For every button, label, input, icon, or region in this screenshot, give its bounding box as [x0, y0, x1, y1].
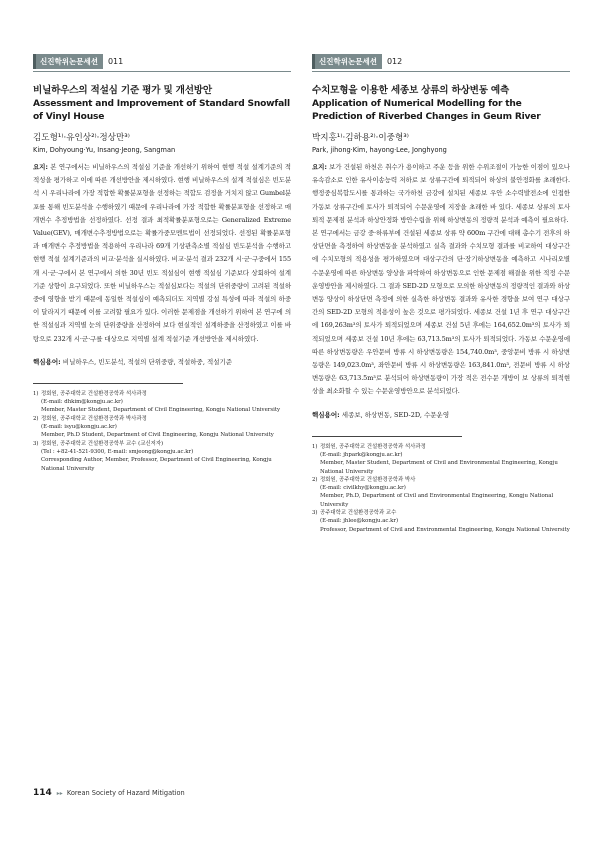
paper-number: 012: [386, 57, 403, 66]
footnote-number: 2): [312, 476, 318, 483]
footnote: [33, 440, 291, 473]
footnote-line: 정회원, 공주대학교 건설환경공학과 박사과정: [41, 415, 147, 422]
footnote-line: Member, Ph.D, Department of Civil and Environmental Engineering, Kongju National University: [320, 493, 554, 508]
footnote-line: 공주대학교 건설환경공학과 교수: [320, 510, 397, 517]
page-number: 114: [33, 788, 52, 798]
footnote-number: 1): [312, 443, 318, 450]
abstract-label: 요지:: [33, 163, 48, 171]
footnote-line: (E-mail: jhlee@kongju.ac.kr): [320, 518, 399, 525]
abstract-body: 본 연구에서는 비닐하우스의 적설심 기준을 개선하기 위하여 현행 적설 설계기준의 적적성을 평가하고 이에 따른 개선방안을 제시하였다. 현행 비닐하우스의 설계 적설심은 빈도분석 시 우리나라에 가장 적합한 확률분포형을 선정하는 적합도 검정을 거치지 않고 Gumbel분포를 통해 빈도분석을 수행하였기 때문에 우리나라에 가장 적합한 확률분포형을 선정하고 매개변수 추정방법을 선정하였다. 선정 결과 최적확률분포형으로는 Generalized Extreme Value(GEV), 매개변수추정방법으로는 확률가중모멘트법이 선정되었다. 선정된 확률분포형과 매개변수 추정방법을 적용하여 우리나라 69개 기상관측소별 적설심 빈도분석을 수행하고 현행 적설 설계기준과의 비교·분석을 실시하였다. 비교·분석 결과 232개 시·군·구중에서 155개 시·군·구에서 본 연구에서 의한 30년 빈도 적설심이 현행 적설심 기준보다 상회하여 설계기준 상향이 요구되었다. 또한 비닐하우스는 적설심보다는 적설의 단위중량이 고려된 적설하중에 영향을 받기 때문에 동일한 적설심이 예측되더도 지역별 강설 특성에 따라 적설의 하중이 달라지기 때문에 이를 고려할 필요가 있다. 이러한 문제점을 개선하기 위하여 본 연구에 의한 적설심과 지역별 눈의 단위중량을 산정하여 보다 현실적인 설계하중을 산정하였고 이를 바탕으로 232개 시·군·구를 대상으로 지역별 설계 적설기준 개선방안을 제시하였다.: [33, 163, 291, 343]
footnotes: [33, 390, 291, 473]
keywords: [312, 409, 570, 422]
abstract-column-right: [312, 54, 570, 534]
footnote: [312, 476, 570, 509]
paper-title-english: Application of Numerical Modelling for the Prediction of Riverbed Changes in Geum River: [312, 99, 541, 122]
section-label: 신진학위논문세션: [312, 54, 382, 69]
footnote-number: 3): [312, 510, 318, 517]
footnote: [312, 509, 570, 534]
keywords-label: 핵심용어:: [33, 357, 61, 366]
footnote-divider: [33, 383, 183, 384]
abstract-column-left: [33, 54, 291, 473]
keywords-label: 핵심용어:: [312, 410, 340, 419]
section-tag: [312, 54, 570, 69]
section-label: 신진학위논문세션: [33, 54, 103, 69]
page-footer: [33, 788, 185, 798]
abstract-label: 요지:: [312, 163, 327, 171]
footnote-line: (Tel : +82-41-521-9300, E-mail: smjeong@kongju.ac.kr): [41, 448, 194, 455]
journal-name: Korean Society of Hazard Mitigation: [66, 789, 185, 797]
abstract-body: 보가 건설된 하천은 취수가 용이하고 주운 등을 위한 수위조절이 가능한 이점이 있으나 유속감소로 인한 유사이송능력 저하로 보 상류구간에 퇴적되어 하상의 불안정화를 초래한다. 행정중심복합도시를 통과하는 국가하천 금강에 설치된 세종보 우안 소수력발전소에 인접한 가동보 상류구간에 토사가 퇴적되어 수문운영에 지장을 초래한 바 있다. 세종보 상류의 토사퇴적 문제점 분석과 하상안정화 방안수립을 위해 하상변동의 정량적 분석과 예측이 필요하다.: [312, 163, 570, 224]
keywords-body: 비닐하우스, 빈도분석, 적설의 단위중량, 적설하중, 적설기준: [60, 357, 233, 366]
footnote-line: 정회원, 공주대학교 건설환경공학과 석사과정: [320, 443, 426, 450]
footnote-line: (E-mail: dhkim@kongju.ac.kr): [41, 399, 123, 406]
footnote-line: 정회원, 공주대학교 건설환경공학과 박사: [320, 476, 416, 483]
footnote: [312, 443, 570, 476]
abstract: [312, 161, 570, 399]
authors-korean: 김도형¹⁾·유인상²⁾·정상만³⁾: [33, 133, 130, 143]
authors-korean: 박지홍¹⁾·김하용²⁾·이중형³⁾: [312, 133, 409, 143]
abstract: [33, 161, 291, 346]
paper-title-korean: 비닐하우스의 적설심 기준 평가 및 개선방안: [33, 85, 212, 96]
section-tag: [33, 54, 291, 69]
paper-title-korean: 수치모형을 이용한 세종보 상류의 하상변동 예측: [312, 85, 510, 96]
footnote-line: Member, Ph.D Student, Department of Civil Engineering, Kongju National University: [41, 432, 274, 439]
footnote-number: 2): [33, 415, 39, 422]
footnote-line: 정회원, 공주대학교 건설환경공학부 교수 (교신저자): [41, 440, 164, 447]
authors-english: Kim, Dohyoung·Yu, Insang·Jeong, Sangman: [33, 146, 176, 154]
footnote-line: Member, Master Student, Department of Civil and Environmental Engineering, Kongju National University: [320, 460, 558, 475]
section-rule: [312, 71, 570, 72]
abstract-paragraph: 본 연구에서는 금강 중·하류부에 건설된 세종보 상류 약 600m 구간에 대해 총수기 전후의 하상단면을 측정하여 하상변동을 분석하였고 실측 결과와 수치모형 결과를 비교하여 대상구간에 수치모형의 적용성을 평가하였으며 대상구간의 단·장기하상변동을 예측하고 시나리오별 수문운영에 따른 하상변동 양상을 파악하여 하상변동으로 인한 문제점 해결을 위한 적정 수문운영방안을 제시하였다. 그 결과 SED-2D 모형으로 모의한 하상변동의 정량적인 결과와 하상변동 양상이 하상단면 측정에 의한 실측한 하상변동 결과와 유사한 경향을 보여 연구 대상구간의 SED-2D 모형의 적용성이 높은 것으로 평가되었다. 세종보 건설 1년 후 연구 대상구간에 169,263m³의 토사가 퇴적되었으며 세종보 건설 5년 후에는 164,652.0m³의 토사가 퇴적되었으며 세종보 건설 10년 후에는 63,713.5m³의 토사가 퇴적되었다. 가동보 수문운영에 따른 하상변동량은 우안문비 방류 시 하상변동량은 154,740.0m³, 중앙문비 방류 시 하상변동량은 149,023.0m³, 좌안문비 방류 시 하상변동량은 163,841.0m³, 전문비 방류 시 하상변동량은 63,713.5m³로 분석되어 하상변동량이 가장 적은 전수문 개방이 보 상류의 퇴적현상을 최소화할 수 있는 수문운영방안으로 분석되었다.: [312, 229, 570, 396]
paper-number: 011: [107, 57, 124, 66]
footnote-line: Corresponding Author, Member, Professor, Department of Civil Engineering, Kongju National University: [41, 457, 272, 472]
footnote: [33, 390, 291, 415]
footnote-divider: [312, 436, 462, 437]
keywords-body: 세종보, 하상변동, SED-2D, 수문운영: [339, 410, 450, 419]
section-rule: [33, 71, 291, 72]
authors-english: Park, jihong·Kim, hayong·Lee, Jonghyong: [312, 146, 447, 154]
footnote-line: Professor, Department of Civil and Environmental Engineering, Kongju National University: [320, 526, 570, 533]
footnote-number: 1): [33, 390, 39, 397]
footnote-line: (E-mail: civilkhy@kongju.ac.kr): [320, 485, 406, 492]
footnote-line: (E-mail: isyu@kongju.ac.kr): [41, 424, 117, 431]
footnote-line: (E-mail: jhpark@kongju.ac.kr): [320, 451, 403, 458]
footnotes: [312, 443, 570, 534]
footnote-line: 정회원, 공주대학교 건설환경공학과 석사과정: [41, 390, 147, 397]
keywords: [33, 356, 291, 369]
paper-title-english: Assessment and Improvement of Standard Snowfall of Vinyl House: [33, 99, 290, 122]
footnote-line: Member, Master Student, Department of Civil Engineering, Kongju National University: [41, 407, 281, 414]
footnote-number: 3): [33, 440, 39, 447]
double-arrow-icon: ▸▸: [56, 789, 63, 797]
footnote: [33, 415, 291, 440]
